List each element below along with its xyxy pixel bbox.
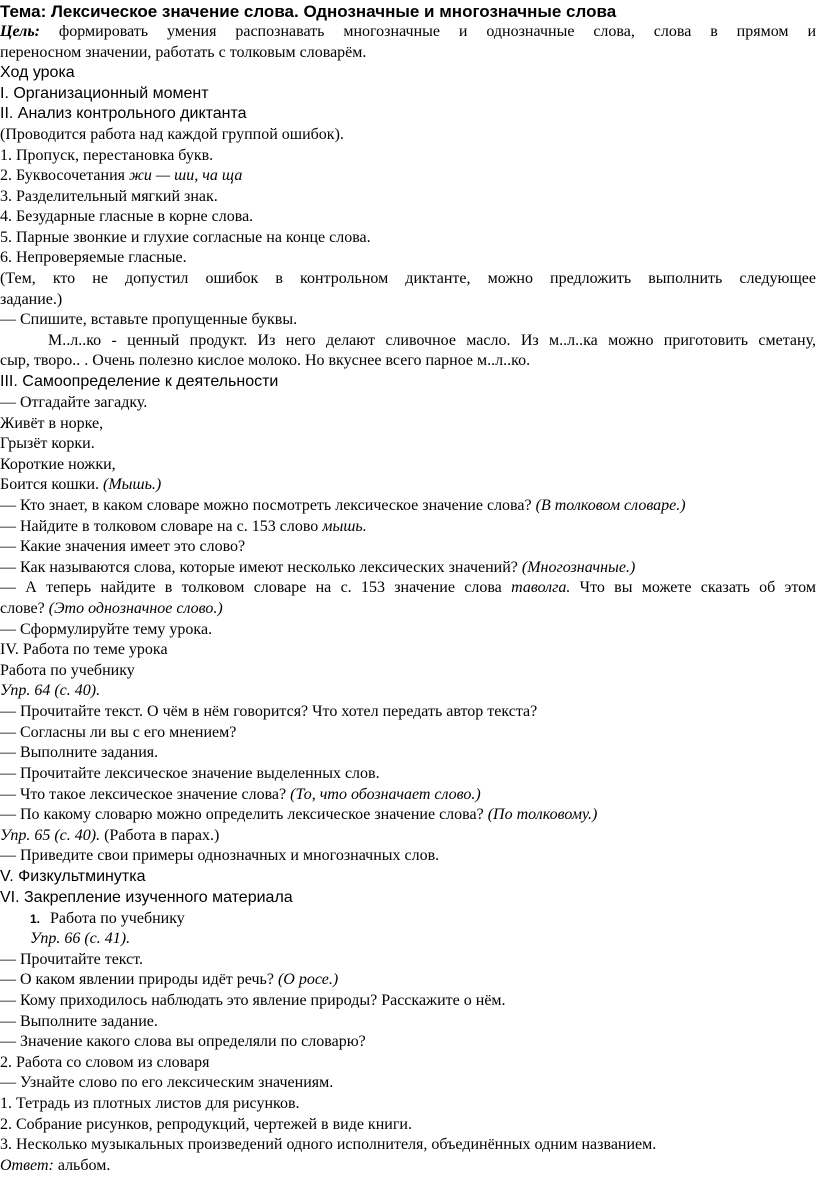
lesson-title: Тема: Лексическое значение слова. Однозначные и многозначные слова bbox=[0, 2, 617, 21]
question-5 bbox=[0, 578, 816, 598]
work-question-5 bbox=[0, 785, 816, 805]
section-2-note: (Проводится работа над каждой группой ошибок). bbox=[0, 126, 344, 143]
answer-label: Ответ: bbox=[0, 1157, 54, 1174]
question-4 bbox=[0, 558, 816, 578]
goal-line-2: переносном значении, работать с толковым словарём. bbox=[0, 44, 367, 61]
fix-question-5: — Значение какого слова вы определяли по словарю? bbox=[0, 1033, 366, 1050]
fix-question-2-text: — О каком явлении природы идёт речь? bbox=[0, 971, 278, 988]
error-item-4: 4. Безударные гласные в корне слова. bbox=[0, 208, 254, 225]
riddle-line-4-text: Боится кошки. bbox=[0, 476, 104, 493]
question-1-answer: (В толковом словаре.) bbox=[535, 497, 686, 514]
work-question-5-answer: (То, что обозначает слово.) bbox=[290, 786, 481, 803]
dictation-text-line-1: М..л..ко - ценный продукт. Из него делают сливочное масло. Из м..л..ка можно приготовить сметану, bbox=[48, 332, 816, 349]
exercise-64: Упр. 64 (с. 40). bbox=[0, 682, 101, 699]
answer-line bbox=[0, 1156, 816, 1176]
meaning-3: 3. Несколько музыкальных произведений одного исполнителя, объединённых одним названием. bbox=[0, 1136, 657, 1153]
dictionary-task: — Узнайте слово по его лексическим значениям. bbox=[0, 1074, 334, 1091]
fix-item-1-text: Работа по учебнику bbox=[50, 910, 185, 927]
question-2-text: — Найдите в толковом словаре на с. 153 слово bbox=[0, 518, 323, 535]
work-question-6-answer: (По толковому.) bbox=[487, 806, 598, 823]
section-heading-3: III. Самоопределение к деятельности bbox=[0, 373, 279, 390]
fix-question-1: — Прочитайте текст. bbox=[0, 951, 144, 968]
exercise-65-label: Упр. 65 (с. 40). bbox=[0, 827, 101, 844]
course-heading: Ход урока bbox=[0, 64, 75, 81]
error-item-2 bbox=[0, 166, 816, 186]
question-5-line-2 bbox=[0, 599, 816, 619]
question-5-line-2-text: слове? bbox=[0, 600, 49, 617]
fix-question-4: — Выполните задание. bbox=[0, 1013, 158, 1030]
meaning-1: 1. Тетрадь из плотных листов для рисунков. bbox=[0, 1095, 300, 1112]
section-heading-5: V. Физкультминутка bbox=[0, 868, 146, 885]
answer-word: альбом. bbox=[53, 1157, 111, 1174]
work-question-6-text: — По какому словарю можно определить лексическое значение слова? bbox=[0, 806, 488, 823]
section-heading-6: VI. Закрепление изученного материала bbox=[0, 889, 293, 906]
question-6: — Сформулируйте тему урока. bbox=[0, 621, 213, 638]
section-heading-4: IV. Работа по теме урока bbox=[0, 641, 168, 658]
fix-item-1 bbox=[0, 909, 816, 929]
question-5-word: таволга. bbox=[511, 579, 571, 596]
section-heading-2: II. Анализ контрольного диктанта bbox=[0, 105, 247, 122]
extra-task-line-1: (Тем, кто не допустил ошибок в контрольном диктанте, можно предложить выполнить следующее bbox=[0, 270, 816, 287]
goal-text: формировать умения распознавать многозначные и однозначные слова, слова в прямом и bbox=[40, 23, 816, 40]
error-item-5: 5. Парные звонкие и глухие согласные на конце слова. bbox=[0, 229, 371, 246]
work-question-2: — Согласны ли вы с его мнением? bbox=[0, 724, 237, 741]
question-5-answer: (Это однозначное слово.) bbox=[48, 600, 223, 617]
riddle-line-2: Грызёт корки. bbox=[0, 435, 95, 452]
question-5-text: — А теперь найдите в толковом словаре на с. 153 значение слова bbox=[0, 579, 512, 596]
question-2 bbox=[0, 517, 816, 537]
question-4-answer: (Многозначные.) bbox=[521, 559, 636, 576]
extra-task-instruction: — Спишите, вставьте пропущенные буквы. bbox=[0, 311, 298, 328]
work-question-4: — Прочитайте лексическое значение выделенных слов. bbox=[0, 765, 380, 782]
question-1 bbox=[0, 496, 816, 516]
question-5-end: Что вы можете сказать об этом bbox=[570, 579, 816, 596]
error-item-2-text: 2. Буквосочетания bbox=[0, 167, 130, 184]
error-item-1: 1. Пропуск, перестановка букв. bbox=[0, 147, 214, 164]
error-item-3: 3. Разделительный мягкий знак. bbox=[0, 188, 218, 205]
exercise-65 bbox=[0, 826, 816, 846]
riddle-answer: (Мышь.) bbox=[103, 476, 162, 493]
fix-question-2 bbox=[0, 970, 816, 990]
riddle-line-3: Короткие ножки, bbox=[0, 456, 116, 473]
riddle-line-4 bbox=[0, 475, 816, 495]
goal-line bbox=[0, 22, 816, 42]
question-3: — Какие значения имеет это слово? bbox=[0, 538, 246, 555]
fix-item-1-number: 1. bbox=[30, 912, 41, 926]
section-heading-1: I. Организационный момент bbox=[0, 85, 209, 102]
exercise-66: Упр. 66 (с. 41). bbox=[30, 930, 131, 947]
work-question-5-text: — Что такое лексическое значение слова? bbox=[0, 786, 291, 803]
error-item-6: 6. Непроверяемые гласные. bbox=[0, 249, 187, 266]
dictation-text-line-2: сыр, творо.. . Очень полезно кислое молоко. Но вкуснее всего парное м..л..ко. bbox=[0, 352, 531, 369]
question-2-word: мышь. bbox=[322, 518, 367, 535]
riddle-line-1: Живёт в норке, bbox=[0, 415, 104, 432]
dictionary-work-title: 2. Работа со словом из словаря bbox=[0, 1054, 210, 1071]
textbook-work: Работа по учебнику bbox=[0, 662, 135, 679]
fix-question-3: — Кому приходилось наблюдать это явление природы? Расскажите о нём. bbox=[0, 992, 506, 1009]
error-item-2-italic: жи — ши, ча ща bbox=[129, 167, 243, 184]
work-question-6 bbox=[0, 805, 816, 825]
riddle-task: — Отгадайте загадку. bbox=[0, 394, 148, 411]
question-1-text: — Кто знает, в каком словаре можно посмотреть лексическое значение слова? bbox=[0, 497, 536, 514]
question-4-text: — Как называются слова, которые имеют несколько лексических значений? bbox=[0, 559, 522, 576]
work-question-3: — Выполните задания. bbox=[0, 744, 159, 761]
extra-task-line-2: задание.) bbox=[0, 291, 63, 308]
work-question-1: — Прочитайте текст. О чём в нём говорится? Что хотел передать автор текста? bbox=[0, 703, 538, 720]
fix-question-2-answer: (О росе.) bbox=[277, 971, 339, 988]
meaning-2: 2. Собрание рисунков, репродукций, чертежей в виде книги. bbox=[0, 1116, 412, 1133]
goal-label: Цель: bbox=[0, 23, 40, 40]
work-question-7: — Приведите свои примеры однозначных и многозначных слов. bbox=[0, 847, 440, 864]
exercise-65-note: (Работа в парах.) bbox=[100, 827, 220, 844]
